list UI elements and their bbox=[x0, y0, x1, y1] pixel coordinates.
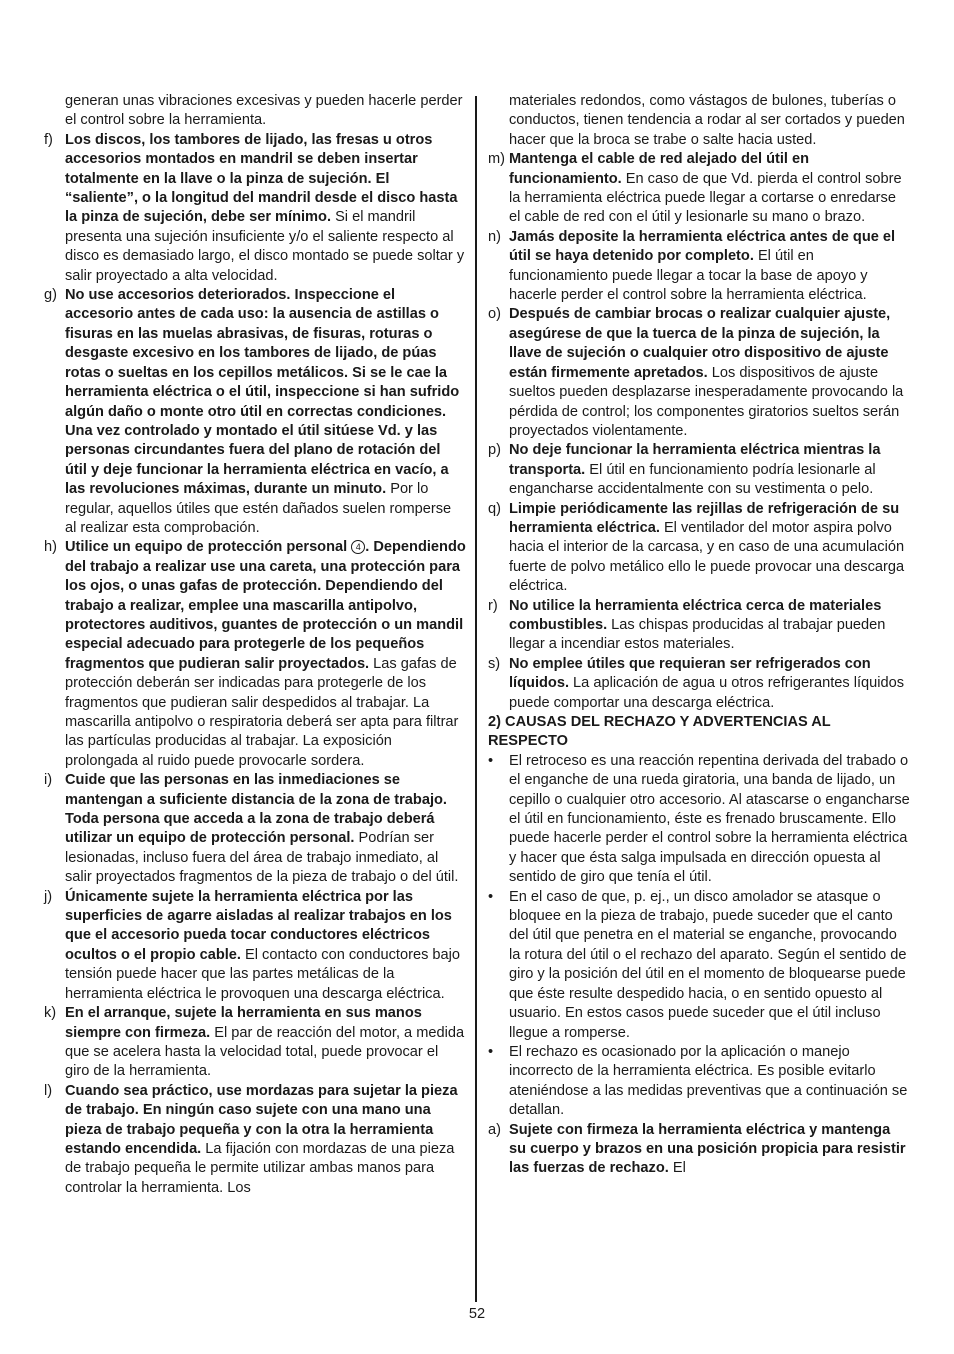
item-bold-text: No deje funcionar la herramienta eléctrica mientras la transporta. bbox=[509, 442, 881, 478]
item-marker: i) bbox=[44, 772, 53, 789]
item-bold-text: Los discos, los tambores de lijado, las fresas u otros accesorios montados en mandril se deben insertar totalmente en la llave o la pinza de sujeción. El “saliente”, o la longitud del mandril desde el disco hasta la pinza de sujeción, debe ser mínimo. bbox=[65, 131, 458, 226]
item-marker: n) bbox=[488, 228, 501, 245]
item-l bbox=[44, 1082, 466, 1198]
item-body-text: El ventilador del motor aspira polvo hacia el interior de la carcasa, y en caso de una acumulación fuerte de polvo metálico ello le puede provocar una descarga eléctrica. bbox=[509, 519, 905, 595]
item-p bbox=[488, 441, 910, 499]
left-column bbox=[44, 92, 466, 1198]
item-body-text: Si el mandril presenta una sujeción insuficiente y/o el saliente respecto al disco es demasiado largo, el disco montado se puede soltar y salir proyectado a alta velocidad. bbox=[65, 209, 465, 284]
item-marker: h) bbox=[44, 539, 57, 556]
item-n bbox=[488, 228, 910, 306]
item-body-text: Por lo regular, aquellos útiles que estén dañados suelen romperse al realizar esta comprobación. bbox=[65, 481, 452, 536]
item-body-text: El útil en funcionamiento podría lesionarle al engancharse accidentalmente con su vestimenta o pelo. bbox=[509, 461, 876, 498]
bullet-icon: • bbox=[488, 752, 494, 769]
bullet-text: El retroceso es una reacción repentina derivada del trabado o el enganche de una rueda giratoria, una banda de lijado, un cepillo o cualquier otro accesorio. Al atascarse o engancharse el útil en funcionamiento, éste es frenado bruscamente. Ello puede hacerle perder el control sobre la herramienta eléctrica y hacer que ésta salga impulsada en dirección opuesta al sentido de giro que tenía el útil. bbox=[509, 752, 910, 886]
item-q bbox=[488, 500, 910, 597]
item-body-text: El útil en funcionamiento puede llegar a tocar la base de apoyo y hacerle perder el control sobre la herramienta eléctrica. bbox=[509, 248, 868, 304]
item-marker: l) bbox=[44, 1082, 53, 1099]
item-o bbox=[488, 305, 910, 441]
item-g bbox=[44, 286, 466, 538]
item-body-text: En caso de que Vd. pierda el control sobre la herramienta eléctrica puede llegar a cortarse o enredarse el cable de red con el útil y lesionarle su mano o brazo. bbox=[509, 170, 902, 226]
item-f bbox=[44, 131, 466, 286]
item-h bbox=[44, 538, 466, 771]
item-bold-text: Jamás deposite la herramienta eléctrica antes de que el útil se haya detenido por completo. bbox=[509, 228, 896, 265]
item-marker: q) bbox=[488, 500, 501, 517]
item-bold-text: No utilice la herramienta eléctrica cerca de materiales combustibles. bbox=[509, 597, 882, 633]
item-bold-text: . Dependiendo del trabajo a realizar use una careta, una protección para los ojos, o unas gafas de protección. Dependiendo del trabajo a realizar, emplee una mascarilla antipolvo, protectores auditivos, guantes de protección o un mandil especial adecuado para protegerle de los pequeños fragmentos que pudieran salir proyectados. bbox=[65, 539, 466, 672]
item-k bbox=[44, 1004, 466, 1082]
page-number: 52 bbox=[468, 1306, 486, 1322]
item-marker: r) bbox=[488, 597, 498, 614]
item-bold-text: Cuando sea práctico, use mordazas para sujetar la pieza de trabajo. En ningún caso sujete con una mano una pieza de trabajo pequeña y con la otra la herramienta estando encendida. bbox=[65, 1082, 458, 1157]
item-body-text: El contacto con conductores bajo tensión puede hacer que las partes metálicas de la herramienta eléctrica le provoquen una descarga eléctrica. bbox=[65, 946, 461, 1002]
right-intro bbox=[488, 92, 910, 150]
left-intro bbox=[44, 92, 466, 131]
item-i bbox=[44, 771, 466, 887]
item-body-text: La aplicación de agua u otros refrigerantes líquidos puede comportar una descarga eléctrica. bbox=[509, 675, 905, 711]
item-marker: a) bbox=[488, 1121, 501, 1138]
item-m bbox=[488, 150, 910, 228]
item-marker: f) bbox=[44, 131, 53, 148]
item-bold-text: Después de cambiar brocas o realizar cualquier ajuste, asegúrese de que la tuerca de la pinza de sujeción, la llave de sujeción o cualquier otro dispositivo de ajuste están firmemente apretados. bbox=[509, 306, 891, 381]
item-marker: k) bbox=[44, 1005, 57, 1022]
item-s bbox=[488, 655, 910, 713]
item-bold-text: En el arranque, sujete la herramienta en sus manos siempre con firmeza. bbox=[65, 1005, 422, 1041]
right-column bbox=[488, 92, 910, 1179]
item-r bbox=[488, 597, 910, 655]
item-marker: m) bbox=[488, 151, 506, 168]
item-bold-text: Sujete con firmeza la herramienta eléctrica y mantenga su cuerpo y brazos en una posición propicia para resistir las fuerzas de rechazo. bbox=[509, 1121, 906, 1177]
left-intro-text: generan unas vibraciones excesivas y pueden hacerle perder el control sobre la herramienta. bbox=[65, 93, 463, 129]
bullet-item bbox=[488, 1043, 910, 1121]
item-bold-text: Mantenga el cable de red alejado del útil en funcionamiento. bbox=[509, 151, 810, 187]
item-body-text: Los dispositivos de ajuste sueltos pueden desplazarse inesperadamente provocando la pérdida de control; los componentes giratorios sueltos serán proyectados violentamente. bbox=[509, 364, 904, 439]
item-bold-text: Cuide que las personas en las inmediaciones se mantengan a suficiente distancia de la zona de trabajo. Toda persona que acceda a la zona de trabajo deberá utilizar un equipo de protección personal. bbox=[65, 772, 447, 847]
bullet-item bbox=[488, 888, 910, 1043]
column-divider bbox=[475, 96, 477, 1302]
item-marker: s) bbox=[488, 655, 501, 672]
item-bold-text: No use accesorios deteriorados. Inspeccione el accesorio antes de cada uso: la ausencia de astillas o fisuras en las muelas abrasivas, de fisuras, roturas o desgaste excesivo en los tambores de lijado, de púas rotas o sueltas en los cepillos metálicos. Si se le cae la herramienta eléctrica o el útil, inspeccione si han sufrido algún daño o monte otro útil en correctas condiciones. Una vez controlado y montado el útil sitúese Vd. y las personas circundantes fuera del plano de rotación del útil y deje funcionar la herramienta eléctrica en vacío, a las revoluciones máximas, durante un minuto. bbox=[65, 287, 460, 498]
right-intro-text: materiales redondos, como vástagos de bulones, tuberías o conductos, tienen tendencia a rodar al ser cortados y pueden hacer que la broca se trabe o salte hacia usted. bbox=[509, 93, 905, 148]
bullet-icon: • bbox=[488, 888, 494, 905]
item-bold-text: Utilice un equipo de protección personal bbox=[65, 539, 352, 556]
item-body-text: Las gafas de protección deberán ser indicadas para protegerle de los fragmentos que pudieran salir despedidos al trabajar. La mascarilla antipolvo o respiratoria deberá ser apta para filtrar las partículas producidas al trabajar. La exposición prolongada al ruido puede provocarle sordera. bbox=[65, 655, 459, 769]
item-marker: g) bbox=[44, 287, 57, 304]
item-body-text: El par de reacción del motor, a medida que se acelera hasta la velocidad total, puede provocar el giro de la herramienta. bbox=[65, 1024, 465, 1080]
bullet-text: En el caso de que, p. ej., un disco amolador se atasque o bloquee en la pieza de trabajo, puede suceder que el canto del útil que penetra en el material se enganche, provocando la rotura del útil o el rechazo del aparato. Según el sentido de giro y la posición del útil en el momento de bloquearse puede que éste resulte despedido hacia, o en sentido opuesto al usuario. En estos casos puede suceder que el útil incluso llegue a romperse. bbox=[509, 888, 907, 1041]
item-j bbox=[44, 888, 466, 1004]
item-marker: j) bbox=[44, 888, 53, 905]
item-marker: o) bbox=[488, 306, 501, 323]
item-a bbox=[488, 1121, 910, 1179]
item-bold-text: No emplee útiles que requieran ser refrigerados con líquidos. bbox=[509, 655, 871, 692]
bullet-icon: • bbox=[488, 1043, 494, 1060]
section-heading: 2) CAUSAS DEL RECHAZO Y ADVERTENCIAS AL RESPECTO bbox=[488, 714, 831, 750]
item-body-text: La fijación con mordazas de una pieza de trabajo pequeña le permite utilizar ambas manos para controlar la herramienta. Los bbox=[65, 1140, 455, 1196]
item-marker: p) bbox=[488, 442, 501, 459]
bullet-item bbox=[488, 752, 910, 888]
item-body-text: Podrían ser lesionadas, incluso fuera del área de trabajo inmediato, al salir proyectados fragmentos de la pieza de trabajo o del útil. bbox=[65, 830, 459, 886]
item-bold-text: Limpie periódicamente las rejillas de refrigeración de su herramienta eléctrica. bbox=[509, 500, 900, 536]
item-bold-text: Únicamente sujete la herramienta eléctrica por las superficies de agarre aisladas al realizar trabajos en los que el accesorio pueda tocar conductores eléctricos ocultos o el propio cable. bbox=[65, 888, 452, 963]
figure-reference-badge: 4 bbox=[351, 540, 365, 554]
item-body-text: Las chispas producidas al trabajar pueden llegar a incendiar estos materiales. bbox=[509, 616, 886, 653]
bullet-text: El rechazo es ocasionado por la aplicación o manejo incorrecto de la herramienta eléctrica. Es posible evitarlo ateniéndose a las medidas preventivas que a continuación se detallan. bbox=[509, 1043, 908, 1119]
item-body-text: El bbox=[668, 1160, 686, 1177]
